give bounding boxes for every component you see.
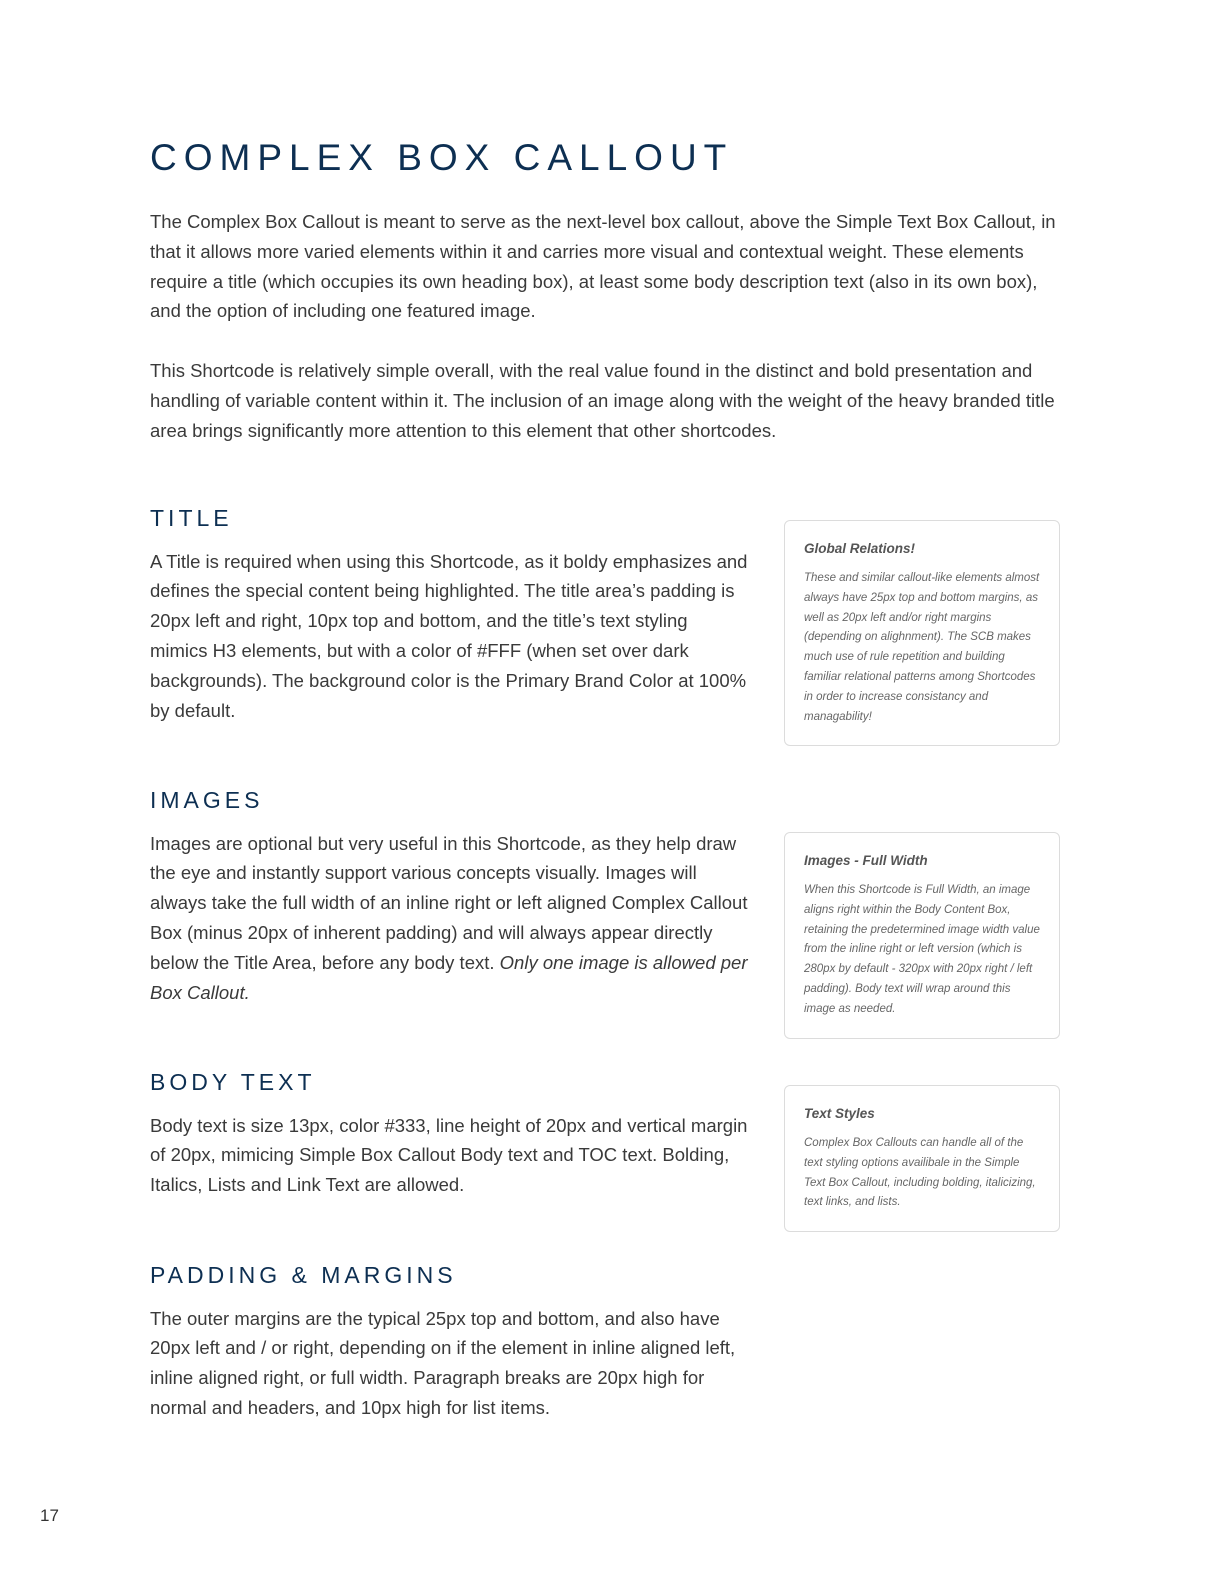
intro-paragraph: This Shortcode is relatively simple overall, with the real value found in the distinct and bold presentation and handling of variable content within it. The inclusion of an image along with the weight of the heavy branded title area brings significantly more attention to this element that other shortcodes. [150, 360, 1055, 441]
callout-title: Images - Full Width [804, 853, 928, 868]
section-body [150, 829, 750, 1008]
section-padding-margins [150, 1262, 750, 1423]
callout-text: Complex Box Callouts can handle all of the text styling options availibale in the Simple Text Box Callout, including bolding, italicizing, text links, and lists. [804, 1137, 1036, 1209]
page-number: 17 [40, 1506, 59, 1525]
section-body-text: Images are optional but very useful in this Shortcode, as they help draw the eye and instantly support various concepts visually. Images will always take the full width of an inline right or left aligned Complex Callout Box (minus 20px of inherent padding) and will always appear directly below the Title Area, before any body text. [150, 832, 748, 973]
section-heading: BODY TEXT [150, 1069, 316, 1095]
callout-text-styles [784, 1085, 1060, 1232]
callout-text: When this Shortcode is Full Width, an image aligns right within the Body Content Box, retaining the predetermined image width value from the inline right or left version (which is 280px by default - 320px with 20px right / left padding). Body text will wrap around this image as needed. [804, 884, 1040, 1015]
section-body: Body text is size 13px, color #333, line height of 20px and vertical margin of 20px, mimicing Simple Box Callout Body text and TOC text. Bolding, Italics, Lists and Link Text are allowed. [150, 1114, 748, 1196]
callout-title: Text Styles [804, 1106, 875, 1121]
section-heading: IMAGES [150, 787, 264, 813]
intro-text [150, 207, 1070, 476]
callout-global-relations [784, 520, 1060, 746]
section-body-italic: Only one image is allowed per Box Callout. [150, 951, 748, 1003]
section-body-text [150, 1069, 750, 1200]
section-body: The outer margins are the typical 25px top and bottom, and also have 20px left and / or right, depending on if the element in inline aligned left, inline aligned right, or full width. Paragraph breaks are 20px high for normal and headers, and 10px high for list items. [150, 1307, 736, 1418]
section-body: A Title is required when using this Shortcode, as it boldy emphasizes and defines the special content being highlighted. The title area’s padding is 20px left and right, 10px top and bottom, and the title’s text styling mimics H3 elements, but with a color of #FFF (when set over dark backgrounds). The background color is the Primary Brand Color at 100% by default. [150, 550, 748, 721]
callout-text: These and similar callout-like elements almost always have 25px top and bottom margins, as well as 20px left and/or right margins (depending on alighnment). The SCB makes much use of rule repetition and building familiar relational patterns among Shortcodes in order to increase consistancy and managability! [804, 572, 1040, 723]
section-title [150, 505, 750, 725]
section-heading: PADDING & MARGINS [150, 1262, 457, 1288]
callout-images-full-width [784, 832, 1060, 1039]
intro-paragraph: The Complex Box Callout is meant to serve as the next-level box callout, above the Simple Text Box Callout, in that it allows more varied elements within it and carries more visual and contextual weight. These elements require a title (which occupies its own heading box), at least some body description text (also in its own box), and the option of including one featured image. [150, 211, 1056, 322]
page-title: COMPLEX BOX CALLOUT [150, 137, 734, 178]
callout-title: Global Relations! [804, 541, 916, 556]
section-heading: TITLE [150, 505, 233, 531]
section-images [150, 787, 750, 1007]
